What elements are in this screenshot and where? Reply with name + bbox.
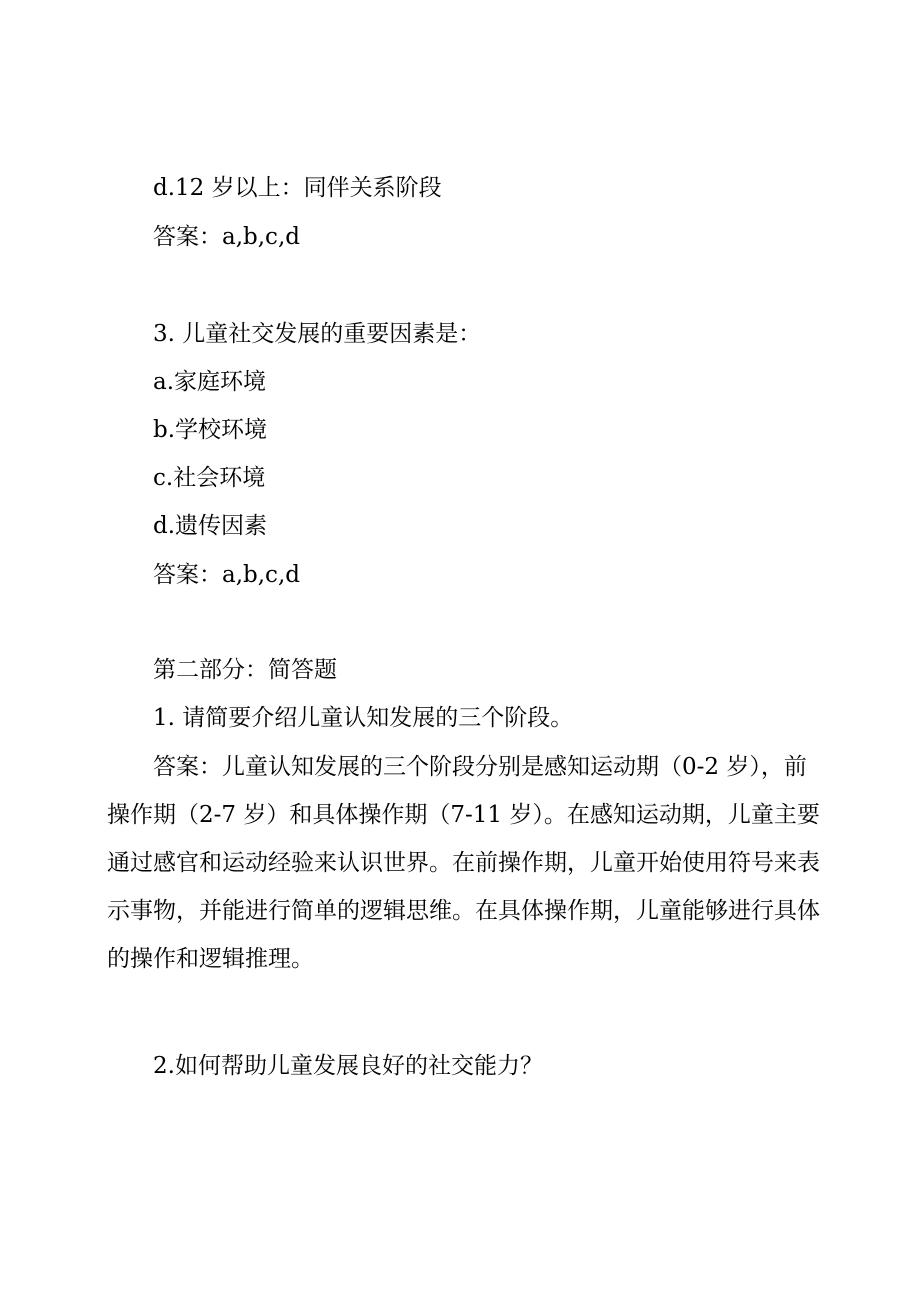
short-answer-question-1: 1. 请简要介绍儿童认知发展的三个阶段。 <box>153 705 574 731</box>
answer-q2: 答案：a,b,c,d <box>153 224 300 250</box>
answer-q3: 答案：a,b,c,d <box>153 562 300 588</box>
section-heading: 第二部分：简答题 <box>153 657 337 683</box>
option-d-q3: d.遗传因素 <box>153 513 268 539</box>
option-a-q3: a.家庭环境 <box>153 369 267 395</box>
short-answer-question-2: 2.如何帮助儿童发展良好的社交能力？ <box>153 1053 543 1079</box>
question-3: 3. 儿童社交发展的重要因素是： <box>153 321 482 347</box>
short-answer-1-body <box>107 743 823 983</box>
option-d-q2: d.12 岁以上：同伴关系阶段 <box>153 175 442 201</box>
short-answer-1-text: 答案：儿童认知发展的三个阶段分别是感知运动期（0-2 岁），前操作期（2-7 岁）和具体操作期（7-11 岁）。在感知运动期，儿童主要通过感官和运动经验来认识世界。在前操作期，儿童开始使用符号来表示事物，并能进行简单的逻辑思维。在具体操作期，儿童能够进行具体的操作和逻辑推理。 <box>107 754 820 972</box>
option-c-q3: c.社会环境 <box>153 465 266 491</box>
option-b-q3: b.学校环境 <box>153 417 268 443</box>
